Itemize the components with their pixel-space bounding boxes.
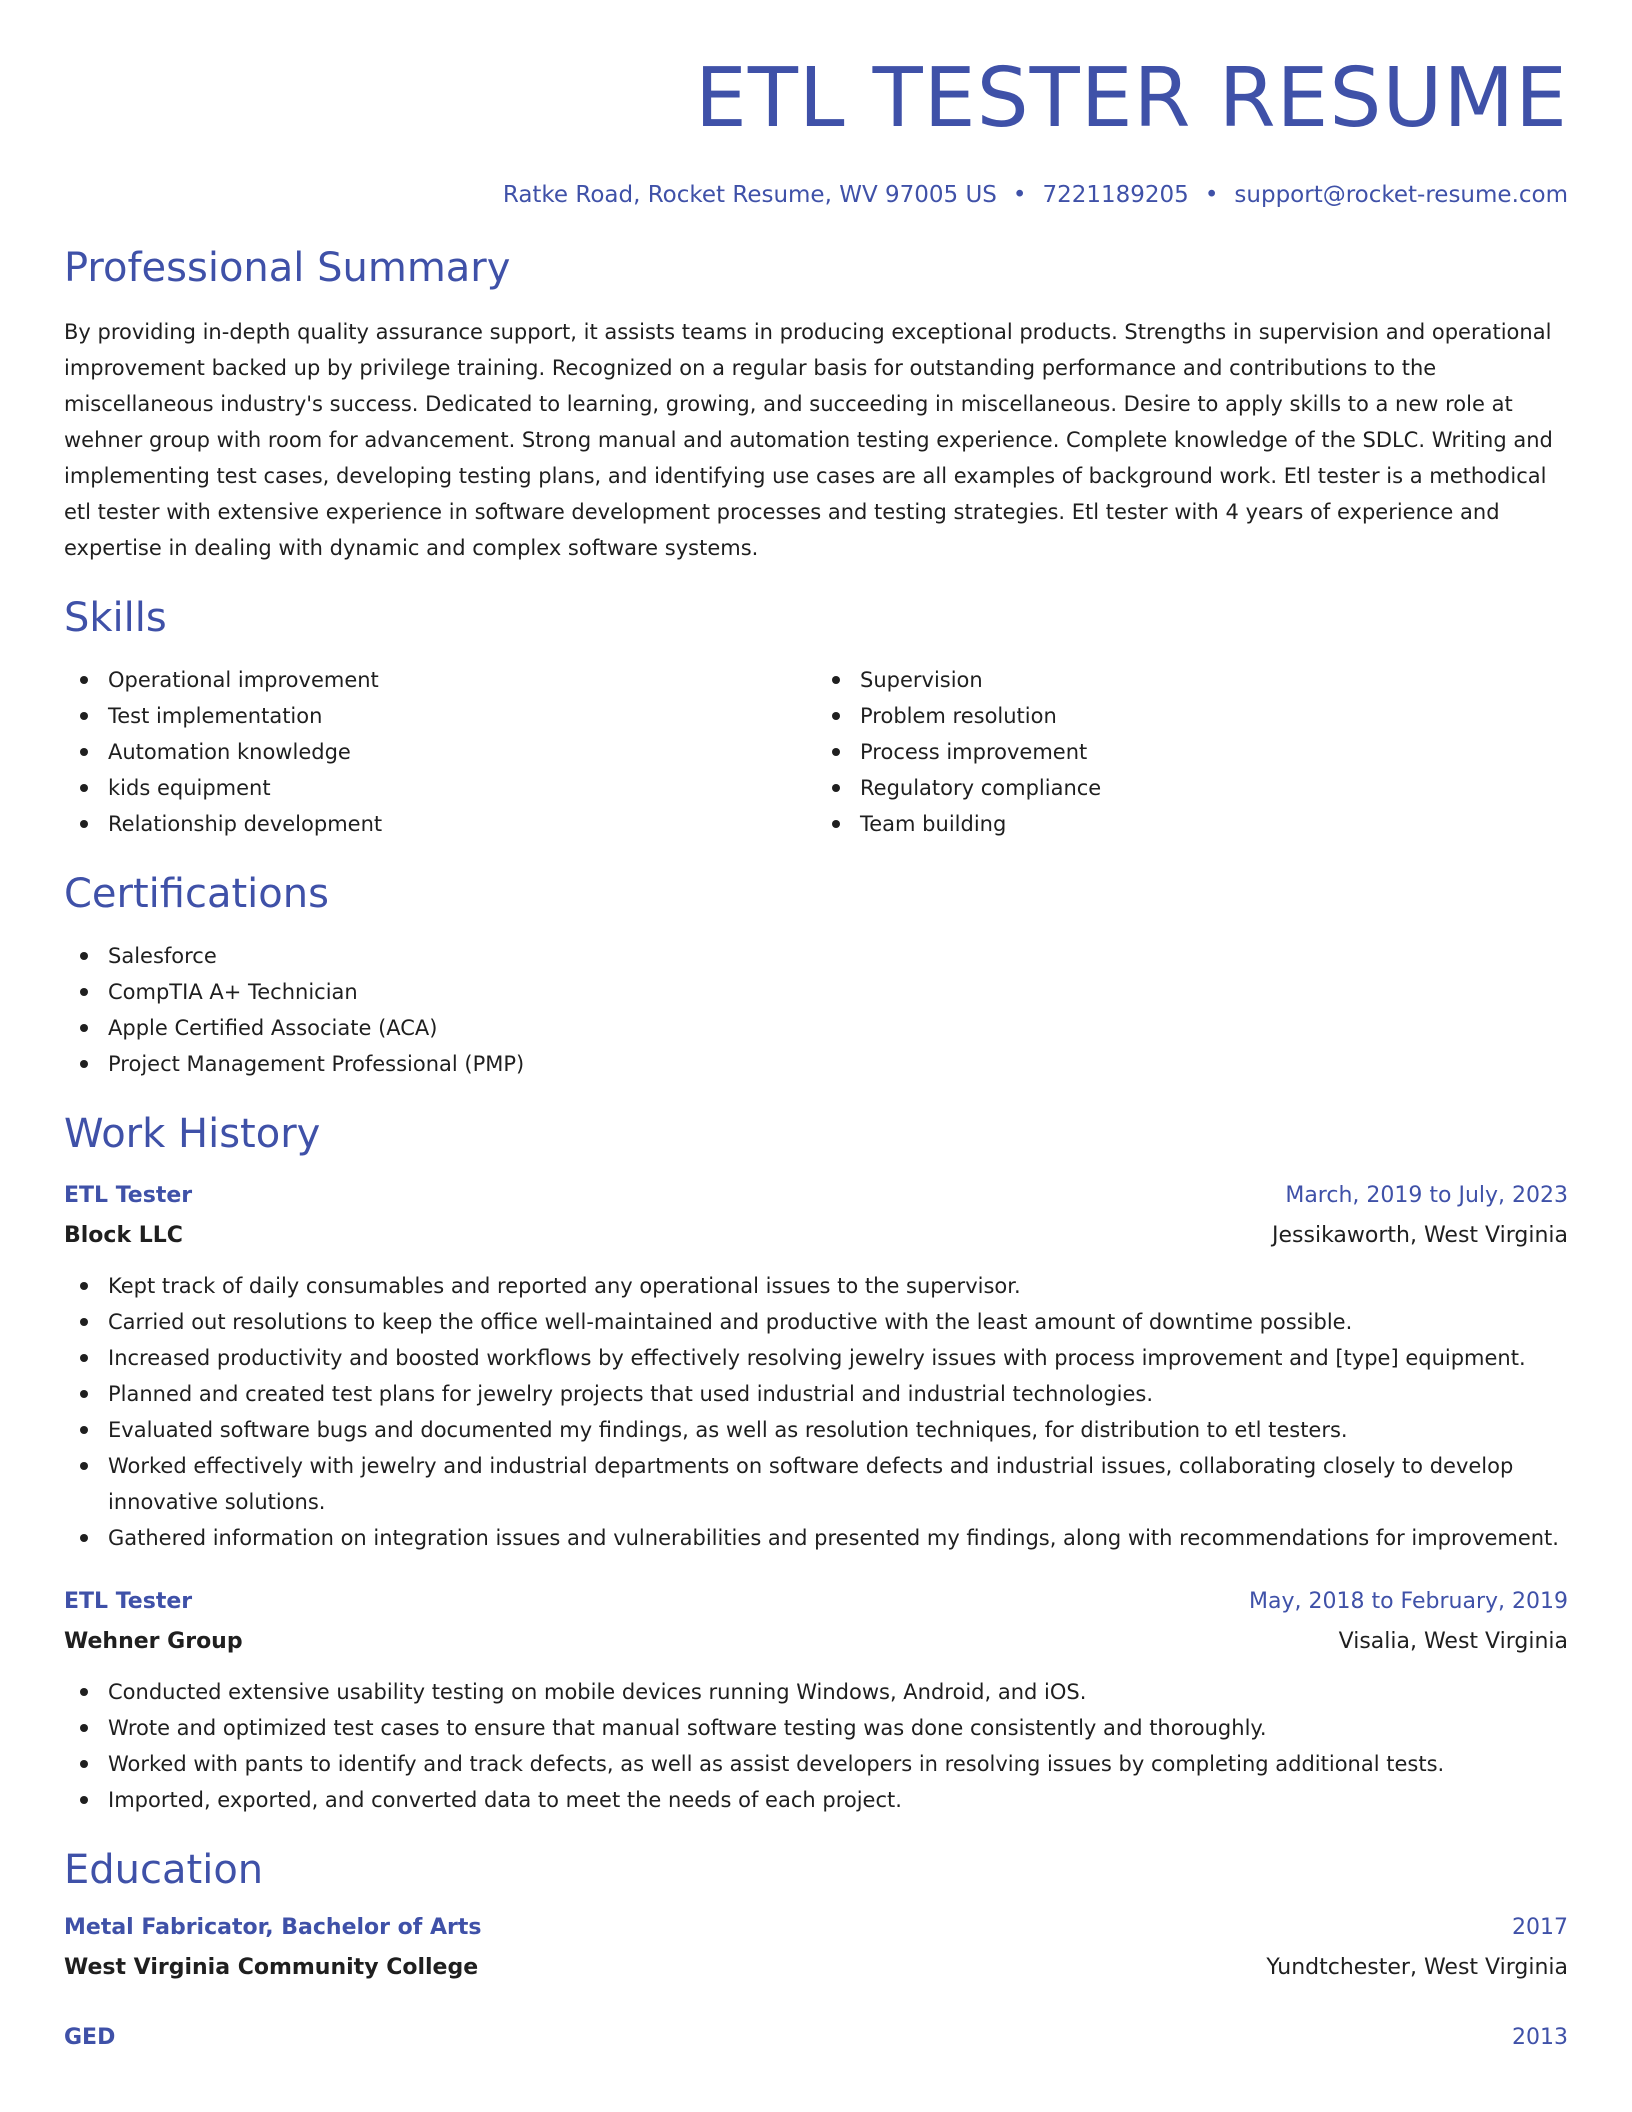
job-company: Block LLC [64,1222,183,1248]
job-entry [64,1582,1568,1818]
job-bullet: Evaluated software bugs and documented my findings, as well as resolution techniques, for distribution to etl testers. [64,1412,1568,1448]
contact-separator: • [1204,182,1219,209]
contact-address: Ratke Road, Rocket Resume, WV 97005 US [502,182,997,209]
education-location: Yundtchester, West Virginia [1266,1954,1568,1980]
education-header-row [64,2018,1568,2058]
skill-item: Problem resolution [816,698,1568,734]
job-dates: March, 2019 to July, 2023 [1285,1182,1568,1208]
certification-item: Project Management Professional (PMP) [64,1046,1568,1082]
job-title: ETL Tester [64,1182,193,1208]
skill-item: Operational improvement [64,662,816,698]
skills-heading: Skills [64,594,167,641]
summary-section [64,244,1568,566]
job-bullet: Worked with pants to identify and track defects, as well as assist developers in resolving issues by completing additional tests. [64,1746,1568,1782]
summary-heading: Professional Summary [64,244,511,291]
education-degree: Metal Fabricator, Bachelor of Arts [64,1914,482,1940]
skills-column-right [816,662,1568,842]
education-entry [64,2018,1568,2058]
skills-columns [64,662,1568,842]
certifications-list [64,938,1568,1082]
job-bullets [64,1268,1568,1556]
job-bullet: Wrote and optimized test cases to ensure that manual software testing was done consistently and thoroughly. [64,1710,1568,1746]
skill-item: kids equipment [64,770,816,806]
certifications-section [64,870,1568,1082]
skill-item: Automation knowledge [64,734,816,770]
work-heading: Work History [64,1110,321,1157]
summary-text: By providing in-depth quality assurance support, it assists teams in producing exceptional products. Strengths in supervision and operational improvement backed up by privilege training. Recognized on a regular basis for outstanding performance and contributions to the miscellaneous industry's success. Dedicated to learning, growing, and succeeding in miscellaneous. Desire to apply skills to a new role at wehner group with room for advancement. Strong manual and automation testing experience. Complete knowledge of the SDLC. Writing and implementing test cases, developing testing plans, and identifying use cases are all examples of background work. Etl tester is a methodical etl tester with extensive experience in software development processes and testing strategies. Etl tester with 4 years of experience and expertise in dealing with dynamic and complex software systems. [64,319,1553,560]
job-header-row [64,1176,1568,1216]
education-section [64,1846,1568,2058]
education-heading: Education [64,1846,264,1893]
job-bullet: Kept track of daily consumables and reported any operational issues to the supervisor. [64,1268,1568,1304]
job-location: Visalia, West Virginia [1338,1628,1568,1654]
education-school: West Virginia Community College [64,1954,479,1980]
job-company: Wehner Group [64,1628,243,1654]
education-header-row [64,1908,1568,1948]
job-company-row [64,1216,1568,1256]
education-entry [64,1908,1568,1988]
job-entry [64,1176,1568,1556]
skill-item: Regulatory compliance [816,770,1568,806]
skill-item: Team building [816,806,1568,842]
job-location: Jessikaworth, West Virginia [1272,1222,1568,1248]
job-bullet: Conducted extensive usability testing on mobile devices running Windows, Android, and iOS. [64,1674,1568,1710]
contact-email[interactable]: support@rocket-resume.com [1234,182,1568,209]
certifications-heading: Certifications [64,870,329,917]
certification-item: CompTIA A+ Technician [64,974,1568,1010]
resume-title: ETL TESTER RESUME [695,51,1568,146]
education-year: 2013 [1512,2024,1568,2050]
job-bullet: Worked effectively with jewelry and industrial departments on software defects and industrial issues, collaborating closely to develop innovative solutions. [64,1448,1568,1520]
contact-separator: • [1012,182,1027,209]
certification-item: Apple Certified Associate (ACA) [64,1010,1568,1046]
job-dates: May, 2018 to February, 2019 [1249,1588,1568,1614]
contact-line [64,182,1568,210]
resume-header [64,0,1568,210]
education-year: 2017 [1512,1914,1568,1940]
job-bullet: Gathered information on integration issues and vulnerabilities and presented my findings, along with recommendations for improvement. [64,1520,1568,1556]
job-title: ETL Tester [64,1588,193,1614]
skill-item: Test implementation [64,698,816,734]
education-school-row [64,1948,1568,1988]
skills-column-left [64,662,816,842]
job-bullet: Imported, exported, and converted data to meet the needs of each project. [64,1782,1568,1818]
job-bullet: Carried out resolutions to keep the office well-maintained and productive with the least amount of downtime possible. [64,1304,1568,1340]
job-bullets [64,1674,1568,1818]
education-degree: GED [64,2024,116,2050]
skill-item: Process improvement [816,734,1568,770]
contact-phone[interactable]: 7221189205 [1042,182,1189,209]
skill-item: Supervision [816,662,1568,698]
skills-section [64,594,1568,842]
job-company-row [64,1622,1568,1662]
work-section [64,1110,1568,1818]
job-bullet: Planned and created test plans for jewelry projects that used industrial and industrial technologies. [64,1376,1568,1412]
job-header-row [64,1582,1568,1622]
certification-item: Salesforce [64,938,1568,974]
skill-item: Relationship development [64,806,816,842]
job-bullet: Increased productivity and boosted workflows by effectively resolving jewelry issues with process improvement and [type] equipment. [64,1340,1568,1376]
